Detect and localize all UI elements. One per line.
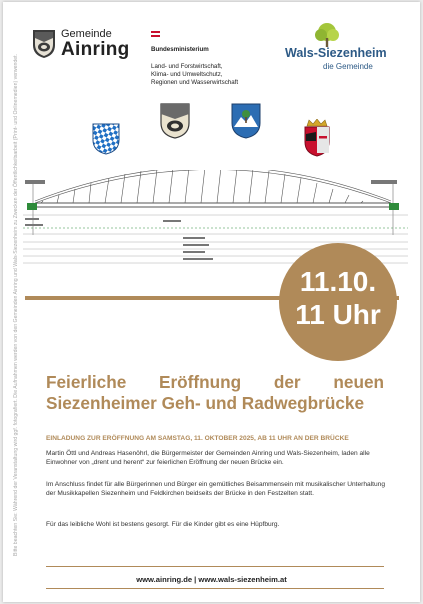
austria-flag-icon <box>151 31 160 37</box>
ainring-logo-line1: Gemeinde <box>61 28 112 40</box>
ainring-logo <box>32 29 130 59</box>
footer-divider-top <box>46 566 384 567</box>
tree-icon <box>313 22 341 48</box>
date-badge <box>279 243 397 361</box>
ainring-crest-large-icon <box>160 103 190 139</box>
ministry-title: Bundesministerium <box>151 46 209 54</box>
poster <box>3 2 420 602</box>
paragraph-catering: Für das leibliche Wohl ist bestens gesorgt. Für die Kinder gibt es eine Hüpfburg. <box>46 521 280 528</box>
wals-logo-title: Wals-Siezenheim <box>285 46 387 60</box>
wals-crest-icon <box>231 103 261 139</box>
ministry-departments: Land- und Forstwirtschaft, Klima- und Umweltschutz, Regionen und Wasserwirtschaft <box>151 62 239 87</box>
photo-notice: Bitte beachten Sie: Während der Veranstaltung wird ggf. fotografiert. Die Aufnahmen werden von den Gemeinden Ainring und Wals-Siezenheim zu Zwecken der Öffentlichkeitsarbeit (Print- und Onlinemedien) verwendet. <box>13 53 19 557</box>
wals-siezenheim-logo <box>285 22 405 74</box>
footer-divider-bottom <box>46 588 384 589</box>
ministry-logo <box>151 31 276 96</box>
salzburg-crest-icon <box>303 119 331 157</box>
footer-websites[interactable]: www.ainring.de | www.wals-siezenheim.at <box>136 575 287 584</box>
event-time: 11 Uhr <box>295 299 381 330</box>
wals-logo-subtitle: die Gemeinde <box>323 62 373 71</box>
bavaria-crest-icon <box>92 121 120 155</box>
headline: Feierliche Eröffnung der neuen Siezenheimer Geh- und Radwegbrücke <box>46 372 384 413</box>
event-date: 11.10. <box>299 266 377 297</box>
paragraph-program: Im Anschluss findet für alle Bürgerinnen und Bürger ein gemütliches Beisammensein mit musikalischer Unterhaltung der Musikkapellen Siezenheim und Feldkirchen beidseits der Brücke in den Festzelten statt. <box>46 481 386 497</box>
paragraph-mayors: Martin Öttl und Andreas Hasenöhrl, die Bürgermeister der Gemeinden Ainring und Wals-Siezenheim, laden alle Einwohner von „drent und herent“ zur feierlichen Eröffnung der neuen Brücke ein. <box>46 450 370 466</box>
ainring-logo-line2: Ainring <box>61 39 130 60</box>
invitation-line: EINLADUNG ZUR ERÖFFNUNG AM SAMSTAG, 11. OKTOBER 2025, AB 11 UHR AN DER BRÜCKE <box>46 435 349 442</box>
ainring-crest-icon <box>32 29 56 59</box>
